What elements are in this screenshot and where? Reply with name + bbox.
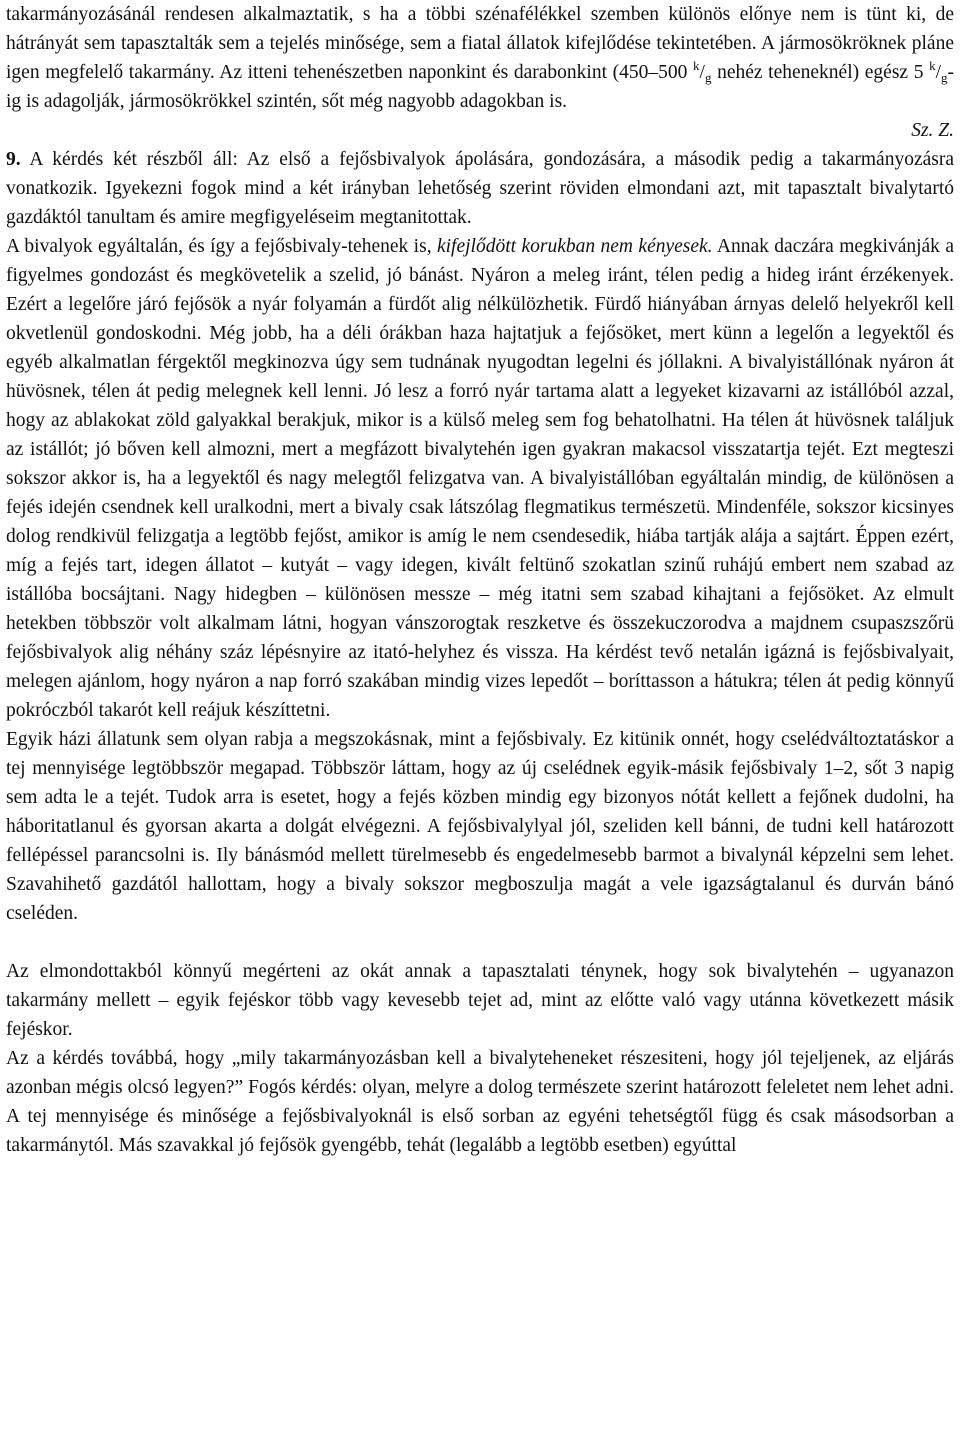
paragraph-feeding: Az a kérdés továbbá, hogy „mily takarmányozásban kell a bivalyteheneket részesiteni, hogy jól tejeljenek, az eljárás azonban mégis olcsó legyen?” Fogós kérdés: olyan, melyre a dolog természete szerint határozott feleletet nem lehet adni. A tej mennyisége és minősége a fejősbivalyoknál is első sorban az egyéni tehetségtől függ és csak másodsorban a takarmánytól. Más szavakkal jó fejősök gyengébb, tehát (legalább a legtöbb esetben) egyúttal [6,1048,954,1156]
paragraph-text: -ig is adagolják, jármosökrökkel szintén, sőt még nagyobb adagokban is. [6,62,955,112]
superscript-k: k [693,58,700,73]
author-signature: Sz. Z. [911,120,954,141]
paragraph-care [6,232,954,725]
paragraph-text: Annak daczára megkivánják a figyelmes gondozást és megkövetelik a szelid, jó bánást. Nyáron a meleg iránt, télen pedig a hideg iránt érzékenyek. Ezért a legelőre járó fejősök a nyár folyamán a fürdőt alig nélkülözhetik. Fürdő hiányában árnyas delelő helyekről kell okvetlenül gondoskodni. Még jobb, ha a déli órákban haza hajtatjuk a fejősöket, mert künn a legelőn a legyektől és egyéb alkalmatlan férgektől megkinozva úgy sem tudnának nyugodtan legelni és jóllakni. A bivalyistállónak nyáron át hüvösnek, télen át pedig melegnek kell lenni. Jó lesz a forró nyár tartama alatt a legyeket kizavarni az istállóból azzal, hogy az ablakokat zöld galyakkal berakjuk, mikor is a külső meleg sem fog behatolhatni. Ha télen át hüvösnek találjuk az istállót; jó bőven kell almozni, mert a megfázott bivalytehén igen gyakran makacsol visszatartja tejét. Ezt megteszi sokszor akkor is, ha a legyektől és nagy melegtől felizgatva van. A bivalyistállóban egyáltalán mindig, de különösen a fejés idején csendnek kell uralkodni, mert a bivaly csak látszólag flegmatikus természetü. Mindenféle, sokszor kicsinyes dolog rendkivül felizgatja a legtöbb fejőst, amikor is amíg le nem csendesedik, hiába tartják alája a sajtárt. Éppen ezért, míg a fejés tart, idegen állatot – kutyát – vagy idegen, kivált feltünő szokatlan szinű ruhájú embert nem szabad az istállóba bocsájtani. Nagy hidegben – különösen messze – még itatni sem szabad kihajtani a fejősöket. Az elmult hetekben többször volt alkalmam látni, hogyan vánszorogtak reszketve és összekuczorodva a majdnem csupaszszőrü fejősbivalyok alig néhány száz lépésnyire az itató-helyhez és vissza. Ha kérdést tevő netalán igázná is fejősbivalyait, melegen ajánlom, hogy nyáron a nap forró szakában mindig vizes lepedőt – boríttasson a hátukra; télen át pedig könnyű pokróczból takarót kell reájuk készíttetni. [6,236,954,721]
paragraph-text: takarmányozásánál rendesen alkalmaztatik, s ha a többi szénafélékkel szemben különös előnye nem is tünt ki, de hátrányát sem tapasztalták sem a tejelés minősége, sem a fiatal állatok kifejlődése tekintetében. A jármosökröknek pláne igen megfelelő takarmány. Az itteni tehenészetben naponkint és darabonkint (450–500 [6,4,954,83]
paragraph-text: A bivalyok egyáltalán, és így a fejősbivaly-tehenek is, [6,236,437,257]
paragraph-text: nehéz teheneknél) egész 5 [711,62,930,83]
section-number: 9. [6,149,21,170]
fraction-slash: / [699,62,705,83]
emphasis-text: kifejlődött korukban nem kényesek. [436,236,713,257]
fraction-slash: / [935,62,942,83]
paragraph-text: A kérdés két részből áll: Az első a fejősbivalyok ápolására, gondozására, a második pedig a takarmányozásra vonatkozik. Igyekezni fogok mind a két irányban lehetőség szerint röviden elmondani azt, mit tapasztalt bivalytartó gazdáktól tanultam és amire megfigyeléseim megtanitottak. [6,149,954,228]
paragraph-conclusion: Az elmondottakból könnyű megérteni az okát annak a tapasztalati ténynek, hogy sok bivalytehén – ugyanazon takarmány mellett – egyik fejéskor több vagy kevesebb tejet ad, mint az előtte való vagy utánna következett másik fejéskor. [6,961,954,1040]
superscript-k: k [929,58,936,73]
subscript-g: g [704,70,712,85]
paragraph-gap [6,928,954,957]
paragraph-question-9 [6,145,954,232]
paragraph-habit: Egyik házi állatunk sem olyan rabja a megszokásnak, mint a fejősbivaly. Ez kitünik onnét, hogy cselédváltoztatáskor a tej mennyisége legtöbbször megapad. Többször láttam, hogy az új cselédnek egyik-másik fejősbivaly 1–2, sőt 3 napig sem adta le a tejét. Tudok arra is esetet, hogy a fejés közben mindig egy bizonyos nótát kellett a fejőnek dudolni, ha háboritatlanul és gyorsan akarta a dolgát elvégezni. A fejősbivalylyal jól, szeliden kell bánni, de tudni kell határozott fellépéssel parancsolni is. Ily bánásmód mellett türelmesebb és engedelmesebb barmot a bivalynál képzelni sem lehet. Szavahihető gazdától hallottam, hogy a bivaly sokszor megboszulja magát a vele igazságtalanul és durván bánó cseléden. [6,729,954,924]
paragraph-continued [6,0,954,116]
subscript-g: g [941,70,948,85]
